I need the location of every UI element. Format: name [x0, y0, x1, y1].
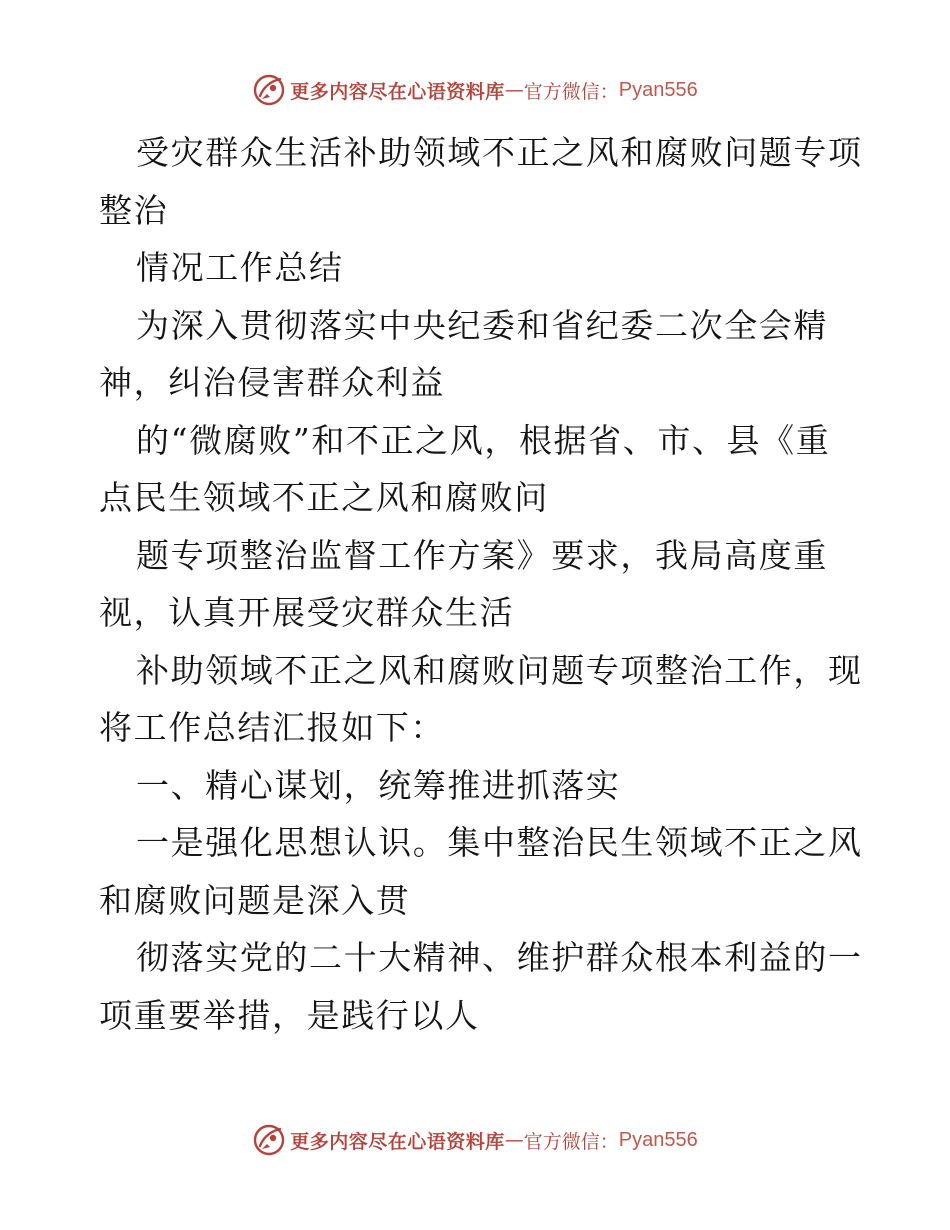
banner-wechat-label: 官方微信： — [523, 1130, 619, 1153]
text-line: 为深入贯彻落实中央纪委和省纪委二次全会精 — [136, 305, 828, 345]
text-line: 将工作总结汇报如下： — [99, 708, 445, 747]
text-line: 的“微腐败”和不正之风，根据省、市、县《重 — [136, 420, 831, 460]
banner-title: 更多内容尽在心语资料库 — [290, 80, 505, 103]
banner-dash: — — [504, 79, 524, 101]
text-line: 和腐败问题是深入贯 — [99, 880, 411, 920]
pen-logo-icon — [252, 73, 286, 107]
section-heading: 一、精心谋划，统筹推进抓落实 — [136, 765, 621, 805]
text-line: 神，纠治侵害群众利益 — [99, 363, 445, 402]
banner-title: 更多内容尽在心语资料库 — [290, 1130, 505, 1153]
text-line: 情况工作总结 — [136, 248, 344, 287]
text-line: 点民生领域不正之风和腐败问 — [99, 478, 549, 517]
banner-wechat-id: Pyan556 — [618, 78, 698, 101]
banner-wechat-id: Pyan556 — [618, 1128, 698, 1151]
document-body — [99, 124, 863, 1044]
header-banner — [0, 70, 950, 110]
text-line: 整治 — [99, 190, 169, 230]
text-line: 一是强化思想认识。集中整治民生领域不正之风 — [136, 823, 863, 862]
text-line: 项重要举措，是践行以人 — [99, 995, 480, 1035]
text-line: 视，认真开展受灾群众生活 — [99, 593, 515, 632]
text-line: 补助领域不正之风和腐败问题专项整治工作，现 — [136, 650, 863, 690]
pen-logo-icon — [252, 1123, 286, 1157]
text-line: 受灾群众生活补助领域不正之风和腐败问题专项 — [136, 133, 863, 172]
banner-wechat-label: 官方微信： — [523, 80, 619, 103]
footer-banner — [0, 1120, 950, 1160]
text-line: 彻落实党的二十大精神、维护群众根本利益的一 — [136, 938, 863, 977]
banner-dash: — — [504, 1129, 524, 1151]
text-line: 题专项整治监督工作方案》要求，我局高度重 — [136, 535, 828, 575]
